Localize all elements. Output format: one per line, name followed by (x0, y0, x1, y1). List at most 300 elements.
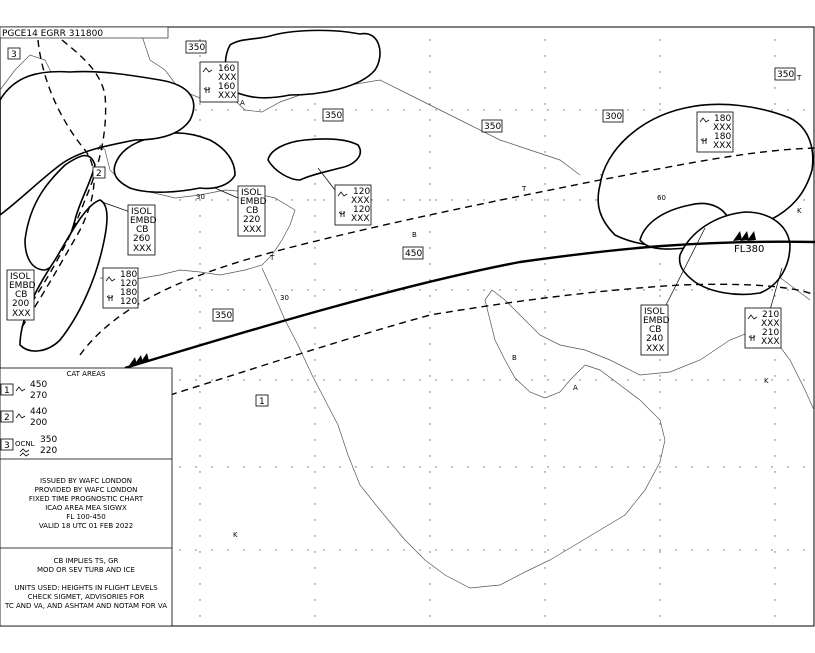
grid-dot (387, 199, 388, 200)
grid-dot (199, 407, 200, 408)
grid-dot (544, 471, 545, 472)
svg-text:EMBD: EMBD (9, 281, 36, 291)
fl-label: 350 (325, 111, 343, 121)
station-letter: K (797, 207, 802, 215)
grid-dot (774, 103, 775, 104)
grid-dot (627, 109, 628, 110)
grid-dot (544, 423, 545, 424)
grid-dot (803, 199, 804, 200)
grid-dot (451, 466, 452, 467)
grid-dot (243, 289, 244, 290)
grid-dot (544, 551, 545, 552)
grid-dot (435, 289, 436, 290)
grid-dot (419, 549, 420, 550)
grid-dot (259, 549, 260, 550)
grid-dot (659, 455, 660, 456)
grid-dot (659, 567, 660, 568)
grid-dot (211, 199, 212, 200)
grid-dot (467, 289, 468, 290)
grid-dot (563, 379, 564, 380)
grid-dot (675, 549, 676, 550)
grid-dot (774, 487, 775, 488)
grid-dot (199, 39, 200, 40)
grid-dot (429, 295, 430, 296)
grid-dot (659, 535, 660, 536)
grid-dot (691, 549, 692, 550)
grid-dot (179, 199, 180, 200)
grid-dot (544, 503, 545, 504)
grid-dot (544, 487, 545, 488)
grid-dot (179, 466, 180, 467)
svg-text:2: 2 (4, 413, 10, 423)
grid-dot (259, 466, 260, 467)
grid-dot (314, 423, 315, 424)
grid-dot (291, 549, 292, 550)
grid-dot (199, 279, 200, 280)
grid-dot (579, 199, 580, 200)
chart-id: PGCE14 EGRR 311800 (2, 29, 104, 39)
grid-dot (195, 549, 196, 550)
grid-dot (314, 327, 315, 328)
grid-dot (275, 379, 276, 380)
grid-dot (659, 423, 660, 424)
grid-dot (755, 466, 756, 467)
grid-dot (723, 549, 724, 550)
grid-dot (429, 343, 430, 344)
svg-text:XXX: XXX (713, 141, 732, 151)
svg-text:450: 450 (30, 380, 48, 390)
fl-label: 350 (188, 43, 206, 53)
grid-dot (483, 199, 484, 200)
turb-ice-box (697, 112, 733, 152)
grid-dot (499, 109, 500, 110)
grid-dot (371, 549, 372, 550)
svg-text:270: 270 (30, 391, 48, 401)
grid-dot (774, 391, 775, 392)
grid-dot (547, 289, 548, 290)
grid-dot (429, 503, 430, 504)
grid-dot (691, 289, 692, 290)
grid-dot (199, 263, 200, 264)
grid-dot (314, 231, 315, 232)
grid-dot (544, 359, 545, 360)
grid-dot (314, 135, 315, 136)
grid-dot (627, 549, 628, 550)
grid-dot (544, 87, 545, 88)
svg-text:TC AND VA, AND ASHTAM AND NOTA: TC AND VA, AND ASHTAM AND NOTAM FOR VA (4, 602, 168, 610)
grid-dot (595, 466, 596, 467)
grid-dot (419, 289, 420, 290)
grid-dot (419, 466, 420, 467)
svg-text:XXX: XXX (761, 337, 780, 347)
grid-dot (314, 407, 315, 408)
station-letter: T (797, 74, 802, 82)
grid-dot (579, 549, 580, 550)
grid-dot (774, 295, 775, 296)
grid-dot (787, 549, 788, 550)
grid-dot (723, 379, 724, 380)
grid-dot (544, 327, 545, 328)
grid-dot (611, 466, 612, 467)
svg-text:OCNL: OCNL (15, 440, 35, 448)
svg-text:220: 220 (243, 215, 261, 225)
grid-dot (544, 103, 545, 104)
grid-dot (199, 327, 200, 328)
grid-dot (803, 466, 804, 467)
grid-dot (659, 549, 660, 550)
grid-dot (429, 407, 430, 408)
grid-dot (803, 379, 804, 380)
grid-dot (199, 231, 200, 232)
grid-dot (707, 379, 708, 380)
grid-dot (387, 549, 388, 550)
grid-dot (429, 615, 430, 616)
grid-dot (227, 109, 228, 110)
grid-dot (755, 379, 756, 380)
grid-dot (547, 466, 548, 467)
grid-dot (429, 119, 430, 120)
grid-dot (314, 375, 315, 376)
fl-label: 300 (605, 112, 623, 122)
grid-dot (199, 119, 200, 120)
grid-dot (227, 199, 228, 200)
grid-dot (531, 289, 532, 290)
svg-text:EMBD: EMBD (240, 197, 267, 207)
grid-dot (195, 289, 196, 290)
svg-text:ISOL: ISOL (644, 307, 665, 317)
grid-dot (774, 455, 775, 456)
turb-ice-box (335, 185, 371, 225)
grid-dot (739, 379, 740, 380)
station-letter: A (573, 384, 578, 392)
svg-text:240: 240 (646, 334, 664, 344)
grid-dot (643, 379, 644, 380)
grid-dot (659, 583, 660, 584)
grid-dot (199, 583, 200, 584)
grid-dot (314, 455, 315, 456)
grid-dot (314, 359, 315, 360)
svg-text:XXX: XXX (646, 344, 665, 354)
grid-dot (199, 567, 200, 568)
grid-dot (314, 215, 315, 216)
station-letter: T (270, 254, 275, 262)
svg-text:CB IMPLIES TS, GR: CB IMPLIES TS, GR (53, 557, 119, 565)
cb-info-box (641, 305, 670, 355)
grid-dot (429, 247, 430, 248)
grid-dot (211, 109, 212, 110)
grid-dot (314, 263, 315, 264)
grid-dot (659, 551, 660, 552)
grid-dot (275, 289, 276, 290)
grid-dot (429, 375, 430, 376)
grid-dot (199, 519, 200, 520)
grid-dot (243, 379, 244, 380)
grid-dot (243, 466, 244, 467)
svg-text:CB: CB (136, 225, 149, 235)
turb-ice-box (745, 308, 781, 348)
grid-dot (499, 549, 500, 550)
grid-dot (771, 289, 772, 290)
grid-dot (659, 599, 660, 600)
fl-label: 450 (405, 249, 423, 259)
svg-text:200: 200 (30, 418, 48, 428)
grid-dot (774, 615, 775, 616)
grid-dot (787, 109, 788, 110)
grid-dot (563, 549, 564, 550)
grid-dot (451, 549, 452, 550)
grid-dot (259, 379, 260, 380)
grid-dot (774, 87, 775, 88)
grid-dot (544, 311, 545, 312)
svg-text:XXX: XXX (351, 214, 370, 224)
grid-dot (675, 289, 676, 290)
svg-text:CHECK SIGMET, ADVISORIES FOR: CHECK SIGMET, ADVISORIES FOR (27, 593, 145, 601)
grid-dot (691, 466, 692, 467)
svg-text:ISOL: ISOL (131, 207, 152, 217)
grid-dot (774, 39, 775, 40)
grid-dot (199, 359, 200, 360)
grid-dot (307, 549, 308, 550)
grid-dot (675, 466, 676, 467)
svg-text:180: 180 (120, 288, 138, 298)
grid-dot (371, 379, 372, 380)
grid-dot (429, 231, 430, 232)
grid-dot (483, 109, 484, 110)
svg-text:XXX: XXX (133, 244, 152, 254)
legend-panel (0, 368, 172, 626)
grid-dot (429, 311, 430, 312)
grid-dot (291, 379, 292, 380)
grid-dot (531, 549, 532, 550)
grid-dot (544, 295, 545, 296)
grid-dot (291, 466, 292, 467)
grid-dot (707, 466, 708, 467)
grid-dot (314, 519, 315, 520)
grid-dot (339, 379, 340, 380)
grid-dot (199, 551, 200, 552)
grid-dot (387, 109, 388, 110)
grid-dot (227, 466, 228, 467)
grid-dot (314, 391, 315, 392)
cat-marker-label: 2 (96, 169, 102, 179)
grid-dot (314, 295, 315, 296)
grid-dot (643, 549, 644, 550)
grid-dot (739, 466, 740, 467)
svg-text:CB: CB (246, 206, 259, 216)
legend-title: CAT AREAS (66, 370, 106, 378)
svg-text:FIXED TIME PROGNOSTIC CHART: FIXED TIME PROGNOSTIC CHART (28, 495, 144, 503)
svg-text:180: 180 (714, 114, 732, 124)
grid-dot (515, 109, 516, 110)
grid-dot (259, 289, 260, 290)
grid-dot (803, 109, 804, 110)
grid-dot (429, 359, 430, 360)
grid-dot (483, 549, 484, 550)
grid-dot (314, 615, 315, 616)
grid-dot (429, 151, 430, 152)
grid-dot (435, 109, 436, 110)
grid-dot (544, 615, 545, 616)
svg-text:200: 200 (12, 299, 30, 309)
grid-dot (544, 215, 545, 216)
grid-dot (451, 289, 452, 290)
grid-dot (627, 466, 628, 467)
grid-dot (429, 135, 430, 136)
fl-label: 350 (484, 122, 502, 132)
grid-dot (199, 295, 200, 296)
grid-dot (429, 583, 430, 584)
grid-dot (595, 379, 596, 380)
grid-dot (371, 199, 372, 200)
grid-dot (339, 466, 340, 467)
svg-text:XXX: XXX (243, 225, 262, 235)
grid-dot (659, 615, 660, 616)
grid-dot (544, 391, 545, 392)
grid-dot (787, 289, 788, 290)
svg-text:180: 180 (120, 270, 138, 280)
grid-dot (211, 466, 212, 467)
grid-dot (429, 183, 430, 184)
svg-text:ISOL: ISOL (10, 272, 31, 282)
svg-text:ICAO AREA MEA SIGWX: ICAO AREA MEA SIGWX (45, 504, 127, 512)
grid-dot (199, 439, 200, 440)
grid-dot (774, 407, 775, 408)
svg-text:CB: CB (15, 290, 28, 300)
grid-dot (307, 199, 308, 200)
grid-dot (755, 549, 756, 550)
jet-point-label: 30 (196, 193, 205, 201)
grid-dot (314, 471, 315, 472)
grid-dot (774, 375, 775, 376)
grid-dot (544, 599, 545, 600)
station-letter: B (512, 354, 517, 362)
grid-dot (563, 466, 564, 467)
grid-dot (199, 487, 200, 488)
grid-dot (429, 327, 430, 328)
grid-dot (659, 471, 660, 472)
cb-info-box (7, 270, 36, 320)
svg-text:MOD OR SEV TURB AND ICE: MOD OR SEV TURB AND ICE (37, 566, 135, 574)
svg-text:XXX: XXX (351, 196, 370, 206)
grid-dot (403, 379, 404, 380)
grid-dot (659, 263, 660, 264)
station-letter: A (98, 144, 103, 152)
grid-dot (774, 55, 775, 56)
svg-text:FL 100-450: FL 100-450 (66, 513, 106, 521)
grid-dot (429, 263, 430, 264)
grid-dot (314, 343, 315, 344)
grid-dot (291, 109, 292, 110)
grid-dot (314, 183, 315, 184)
grid-dot (429, 455, 430, 456)
grid-dot (774, 567, 775, 568)
grid-dot (544, 407, 545, 408)
svg-text:210: 210 (762, 310, 780, 320)
grid-dot (179, 549, 180, 550)
grid-dot (314, 551, 315, 552)
grid-dot (774, 503, 775, 504)
svg-text:EMBD: EMBD (643, 316, 670, 326)
grid-dot (531, 466, 532, 467)
grid-dot (179, 379, 180, 380)
svg-text:260: 260 (133, 234, 151, 244)
grid-dot (403, 466, 404, 467)
grid-dot (429, 55, 430, 56)
grid-dot (199, 311, 200, 312)
grid-dot (579, 379, 580, 380)
grid-dot (563, 199, 564, 200)
grid-dot (659, 279, 660, 280)
svg-text:120: 120 (120, 279, 138, 289)
grid-dot (355, 289, 356, 290)
grid-dot (531, 109, 532, 110)
grid-dot (403, 199, 404, 200)
grid-dot (774, 535, 775, 536)
grid-dot (499, 379, 500, 380)
grid-dot (195, 466, 196, 467)
grid-dot (199, 391, 200, 392)
cb-info-box (238, 186, 267, 236)
grid-dot (544, 55, 545, 56)
grid-dot (723, 466, 724, 467)
svg-text:CB: CB (649, 325, 662, 335)
grid-dot (355, 466, 356, 467)
grid-dot (774, 359, 775, 360)
grid-dot (227, 289, 228, 290)
grid-dot (659, 391, 660, 392)
grid-dot (499, 289, 500, 290)
grid-dot (211, 379, 212, 380)
grid-dot (659, 379, 660, 380)
grid-dot (314, 103, 315, 104)
grid-dot (199, 247, 200, 248)
grid-dot (291, 289, 292, 290)
grid-dot (429, 423, 430, 424)
grid-dot (195, 109, 196, 110)
grid-dot (659, 519, 660, 520)
fl-label: 350 (215, 311, 233, 321)
svg-text:VALID 18 UTC 01 FEB 2022: VALID 18 UTC 01 FEB 2022 (38, 522, 134, 530)
grid-dot (675, 379, 676, 380)
grid-dot (467, 379, 468, 380)
svg-text:160: 160 (218, 64, 236, 74)
cat-marker-label: 1 (259, 397, 265, 407)
grid-dot (515, 289, 516, 290)
grid-dot (467, 466, 468, 467)
grid-dot (314, 119, 315, 120)
svg-text:XXX: XXX (713, 123, 732, 133)
svg-text:1: 1 (4, 386, 10, 396)
grid-dot (774, 471, 775, 472)
svg-text:120: 120 (353, 205, 371, 215)
grid-dot (544, 167, 545, 168)
grid-dot (515, 549, 516, 550)
grid-dot (547, 109, 548, 110)
grid-dot (435, 199, 436, 200)
grid-dot (435, 549, 436, 550)
grid-dot (563, 289, 564, 290)
grid-dot (199, 215, 200, 216)
grid-dot (314, 599, 315, 600)
grid-dot (659, 407, 660, 408)
grid-dot (314, 583, 315, 584)
grid-dot (547, 199, 548, 200)
grid-dot (429, 87, 430, 88)
issued-info (29, 477, 144, 530)
grid-dot (199, 103, 200, 104)
grid-dot (451, 109, 452, 110)
grid-dot (659, 109, 660, 110)
